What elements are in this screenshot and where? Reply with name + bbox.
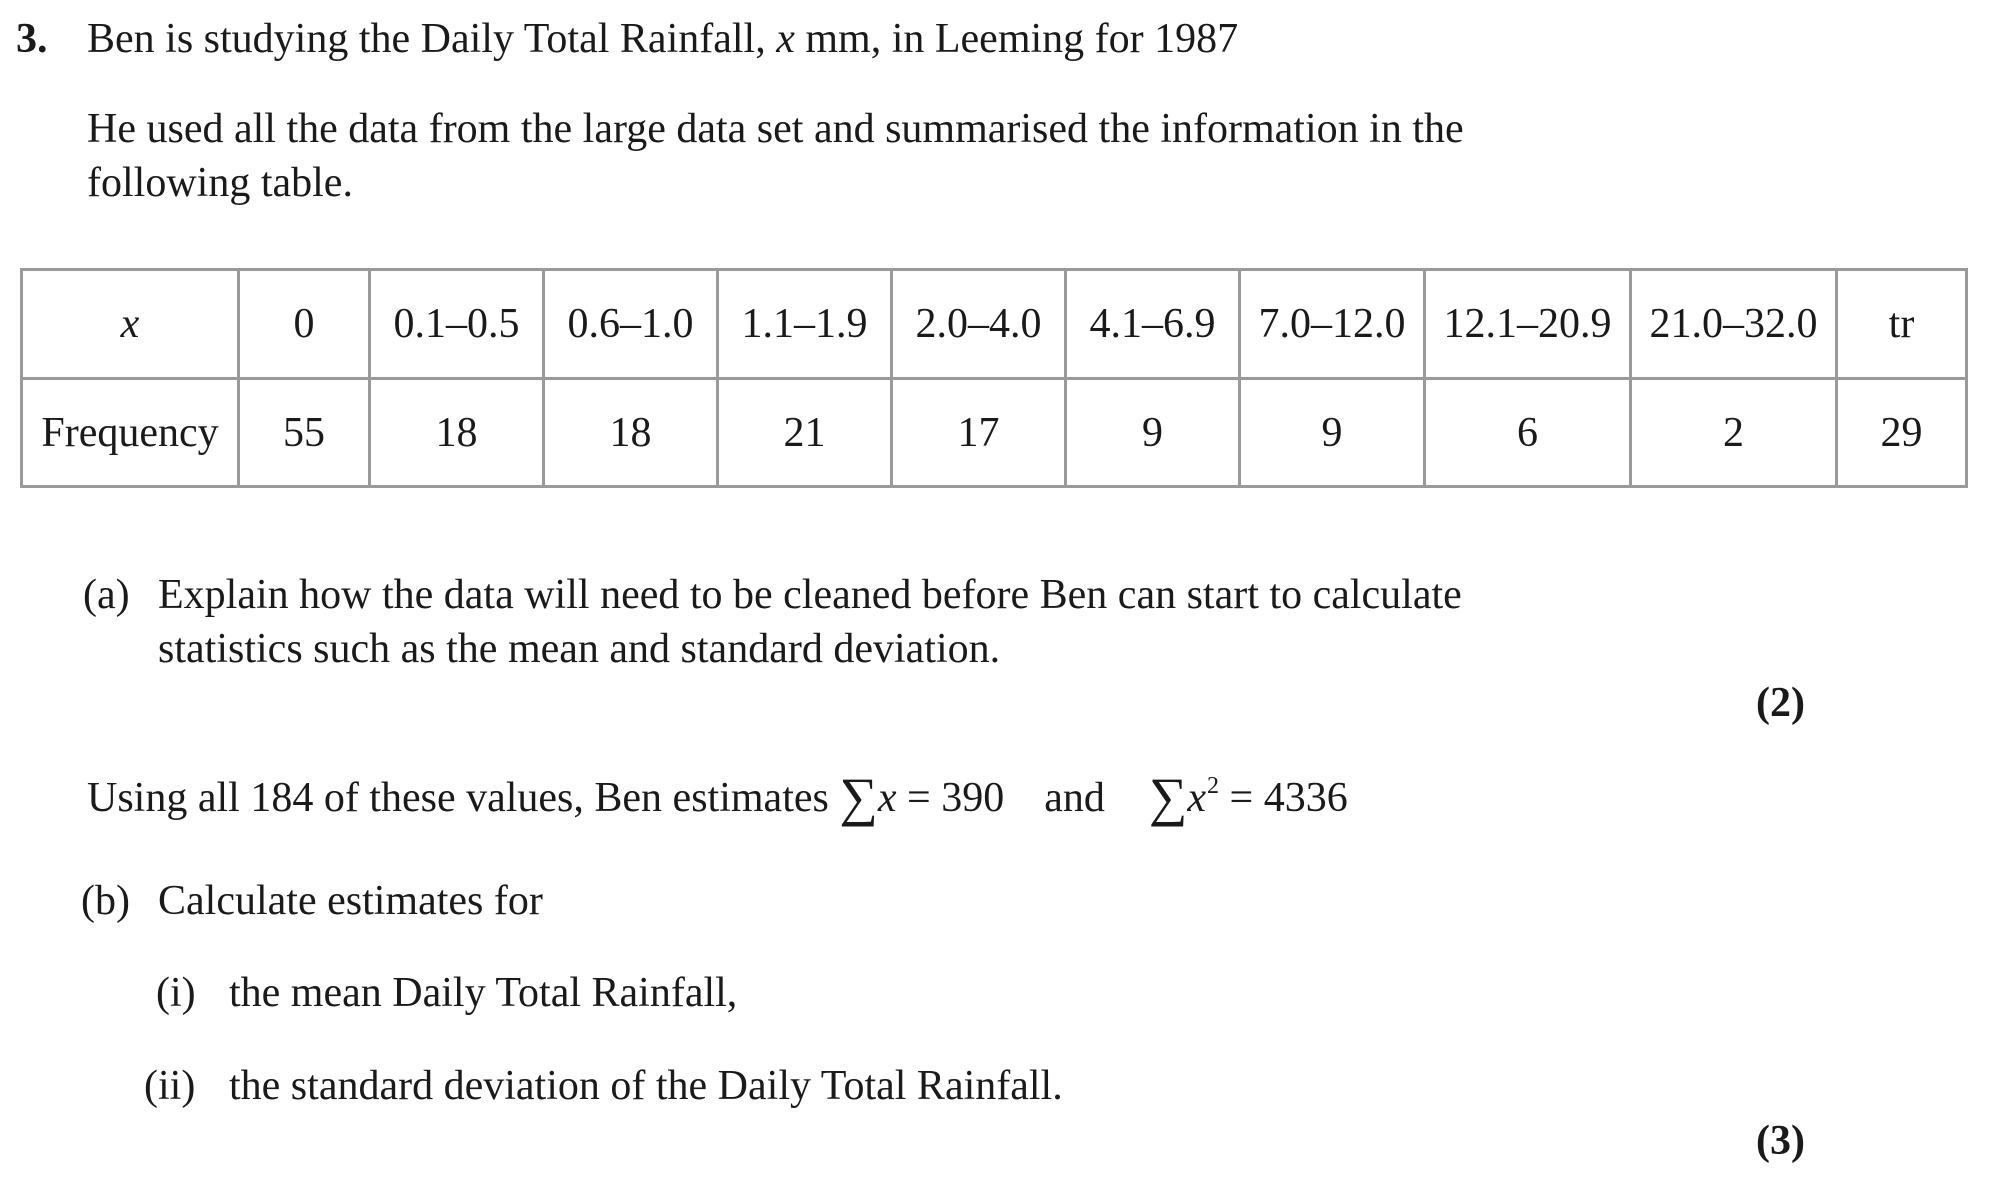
intro-variable: x [776,16,795,62]
part-b-text: Calculate estimates for [158,878,543,924]
sigma-symbol: ∑ [839,767,878,827]
table-frequency-cell: 9 [1066,379,1240,487]
table-header-row [22,270,1967,379]
table-header-cell: 1.1–1.9 [718,270,892,379]
table-header-cell: 21.0–32.0 [1631,270,1837,379]
table-header-cell: 12.1–20.9 [1425,270,1631,379]
part-b-label: (b) [81,878,130,924]
sigma-symbol: ∑ [1148,767,1188,827]
table-frequency-cell: 6 [1425,379,1631,487]
part-b-i-label: (i) [156,970,196,1016]
table-header-cell: 0.1–0.5 [370,270,544,379]
part-a-label: (a) [83,572,130,618]
sum-x2-value: = 4336 [1219,775,1348,821]
table-header-cell: 2.0–4.0 [892,270,1066,379]
summary-line [87,768,1348,829]
table-header-cell: 0 [239,270,370,379]
question-number: 3. [16,16,48,62]
summary-text-pre: Using all 184 of these values, Ben estimates [87,775,840,821]
sum-x-variable: x [877,775,897,821]
table-frequency-cell: 2 [1631,379,1837,487]
table-frequency-cell: 55 [239,379,370,487]
table-header-label: x [22,270,239,379]
table-header-cell: 7.0–12.0 [1240,270,1425,379]
table-frequency-label: Frequency [22,379,239,487]
question-intro [87,14,1238,64]
description-line-1: He used all the data from the large data set and summarised the information in the [87,106,1464,152]
part-a-marks: (2) [1756,680,1805,726]
table-header-cell: tr [1837,270,1967,379]
table-frequency-row [22,379,1967,487]
frequency-table [20,268,1968,488]
summary-and: and [1044,775,1105,821]
description-line-2: following table. [87,160,353,206]
intro-text-pre: Ben is studying the Daily Total Rainfall, [87,16,777,62]
sum-x2-exponent: 2 [1207,773,1220,799]
part-b-ii-label: (ii) [144,1063,196,1109]
intro-text-post: mm, in Leeming for 1987 [794,16,1239,62]
part-b-ii-text: the standard deviation of the Daily Total Rainfall. [229,1063,1063,1109]
table-frequency-cell: 18 [370,379,544,487]
table-frequency-cell: 9 [1240,379,1425,487]
part-a-line-1: Explain how the data will need to be cleaned before Ben can start to calculate [158,572,1462,618]
sum-x2-variable: x [1187,775,1207,821]
sum-x-value: = 390 [896,775,1005,821]
table-frequency-cell: 21 [718,379,892,487]
table-frequency-cell: 29 [1837,379,1967,487]
table-frequency-cell: 17 [892,379,1066,487]
part-a-line-2: statistics such as the mean and standard deviation. [158,626,1001,672]
table-header-cell: 0.6–1.0 [544,270,718,379]
table-frequency-cell: 18 [544,379,718,487]
table-header-cell: 4.1–6.9 [1066,270,1240,379]
part-b-marks: (3) [1756,1118,1805,1164]
part-b-i-text: the mean Daily Total Rainfall, [229,970,738,1016]
